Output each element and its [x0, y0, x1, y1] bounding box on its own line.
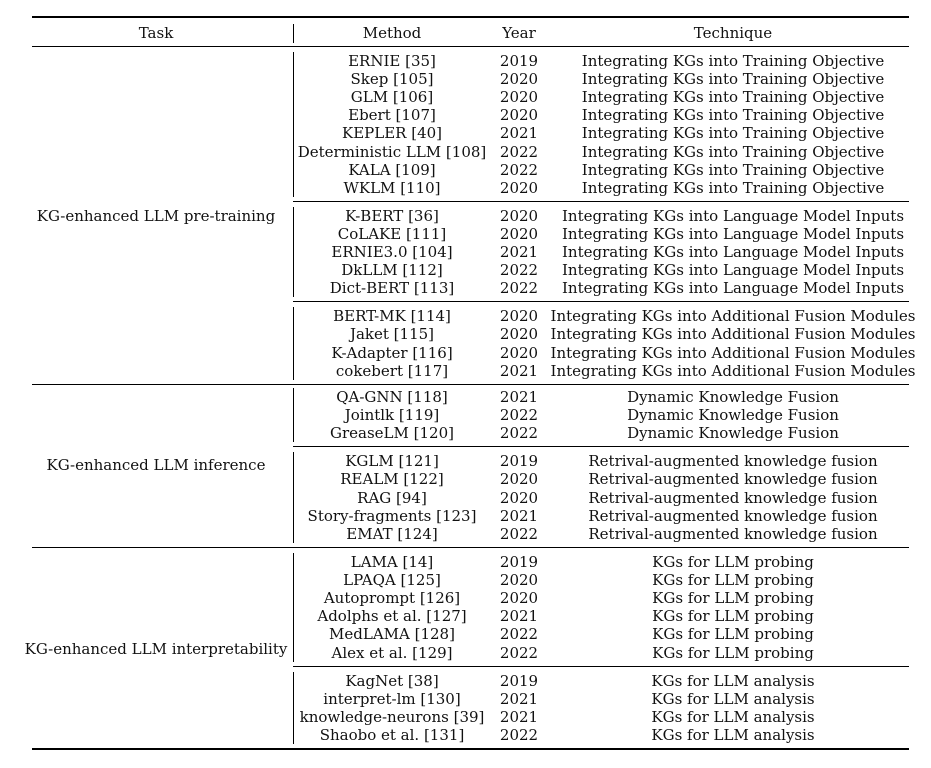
year-cell: 2021: [499, 689, 539, 708]
method-cell: GreaseLM [120]: [330, 424, 454, 443]
year-cell: 2020: [499, 325, 539, 344]
method-cell: Jaket [115]: [349, 325, 435, 344]
header-divider: [293, 24, 294, 43]
technique-cell: Integrating KGs into Training Objective: [581, 52, 885, 70]
year-cell: 2020: [499, 178, 539, 197]
year-cell: 2022: [499, 424, 539, 443]
technique-cell: Integrating KGs into Training Objective: [581, 70, 885, 89]
method-cell: ERNIE3.0 [104]: [331, 243, 453, 261]
task-label: KG-enhanced LLM pre-training: [36, 206, 276, 225]
technique-cell: KGs for LLM analysis: [651, 689, 815, 708]
year-cell: 2019: [499, 52, 539, 70]
year-cell: 2020: [499, 206, 539, 225]
technique-cell: KGs for LLM probing: [652, 643, 814, 662]
method-cell: BERT-MK [114]: [333, 307, 451, 326]
header-rule: [32, 46, 909, 47]
method-cell: Skep [105]: [350, 70, 434, 89]
header-task: Task: [138, 24, 174, 42]
technique-cell: KGs for LLM analysis: [651, 707, 815, 726]
year-cell: 2019: [499, 553, 539, 571]
group-bar: [293, 207, 294, 298]
method-cell: Autoprompt [126]: [323, 589, 461, 608]
method-cell: Shaobo et al. [131]: [319, 725, 465, 744]
year-cell: 2019: [499, 452, 539, 471]
technique-cell: Integrating KGs into Language Model Inputs: [561, 224, 905, 243]
method-cell: QA-GNN [118]: [336, 388, 448, 406]
year-cell: 2021: [499, 707, 539, 726]
group-bar: [293, 307, 294, 379]
technique-cell: Dynamic Knowledge Fusion: [627, 406, 839, 425]
technique-cell: KGs for LLM probing: [652, 571, 814, 590]
group-bar: [293, 52, 294, 197]
year-cell: 2022: [499, 406, 539, 425]
group-rule: [293, 201, 909, 202]
method-cell: REALM [122]: [340, 470, 444, 489]
group-bar: [293, 452, 294, 543]
technique-cell: Integrating KGs into Language Model Inputs: [561, 243, 905, 261]
technique-cell: Integrating KGs into Training Objective: [581, 142, 885, 161]
group-rule: [293, 446, 909, 447]
year-cell: 2020: [499, 589, 539, 608]
header-technique: Technique: [693, 24, 773, 42]
top-rule: [32, 16, 909, 18]
technique-cell: Integrating KGs into Language Model Inputs: [561, 279, 905, 298]
technique-cell: Integrating KGs into Training Objective: [581, 106, 885, 125]
year-cell: 2021: [499, 124, 539, 143]
task-label: KG-enhanced LLM inference: [46, 456, 266, 475]
year-cell: 2020: [499, 470, 539, 489]
method-cell: ERNIE [35]: [348, 52, 436, 70]
technique-cell: KGs for LLM probing: [652, 589, 814, 608]
method-cell: WKLM [110]: [343, 178, 441, 197]
year-cell: 2022: [499, 524, 539, 543]
task-label: KG-enhanced LLM interpretability: [24, 639, 288, 658]
year-cell: 2021: [499, 243, 539, 261]
year-cell: 2022: [499, 142, 539, 161]
technique-cell: KGs for LLM analysis: [651, 671, 815, 690]
technique-cell: KGs for LLM probing: [652, 625, 814, 644]
method-cell: Story-fragments [123]: [307, 506, 477, 525]
section-rule: [32, 547, 909, 548]
technique-cell: Integrating KGs into Training Objective: [581, 124, 885, 143]
method-cell: CoLAKE [111]: [337, 224, 447, 243]
method-cell: KagNet [38]: [345, 671, 439, 690]
technique-cell: Retrival-augmented knowledge fusion: [588, 524, 878, 543]
technique-cell: Dynamic Knowledge Fusion: [627, 388, 839, 406]
method-cell: LAMA [14]: [350, 553, 434, 571]
year-cell: 2019: [499, 671, 539, 690]
year-cell: 2022: [499, 261, 539, 280]
technique-cell: Integrating KGs into Additional Fusion Modules: [550, 361, 916, 380]
technique-cell: Retrival-augmented knowledge fusion: [588, 452, 878, 471]
method-cell: RAG [94]: [357, 488, 427, 507]
technique-cell: Integrating KGs into Training Objective: [581, 160, 885, 179]
technique-cell: Retrival-augmented knowledge fusion: [588, 488, 878, 507]
technique-cell: Integrating KGs into Additional Fusion Modules: [550, 343, 916, 362]
year-cell: 2021: [499, 388, 539, 406]
year-cell: 2022: [499, 625, 539, 644]
group-rule: [293, 301, 909, 302]
method-cell: KGLM [121]: [345, 452, 439, 471]
year-cell: 2020: [499, 224, 539, 243]
technique-cell: Integrating KGs into Additional Fusion Modules: [550, 307, 916, 326]
technique-cell: Integrating KGs into Language Model Inputs: [561, 261, 905, 280]
group-rule: [293, 666, 909, 667]
method-cell: Dict-BERT [113]: [329, 279, 455, 298]
year-cell: 2021: [499, 361, 539, 380]
year-cell: 2020: [499, 343, 539, 362]
header-year: Year: [502, 24, 536, 42]
method-cell: KALA [109]: [348, 160, 436, 179]
group-bar: [293, 553, 294, 662]
method-cell: EMAT [124]: [346, 524, 438, 543]
technique-cell: Retrival-augmented knowledge fusion: [588, 506, 878, 525]
year-cell: 2022: [499, 279, 539, 298]
method-cell: KEPLER [40]: [341, 124, 443, 143]
header-method: Method: [362, 24, 422, 42]
technique-cell: Integrating KGs into Additional Fusion Modules: [550, 325, 916, 344]
method-cell: Deterministic LLM [108]: [297, 142, 487, 161]
technique-cell: Dynamic Knowledge Fusion: [627, 424, 839, 443]
method-cell: Adolphs et al. [127]: [317, 607, 467, 626]
year-cell: 2022: [499, 643, 539, 662]
method-cell: cokebert [117]: [335, 361, 449, 380]
group-bar: [293, 388, 294, 442]
technique-cell: KGs for LLM analysis: [651, 725, 815, 744]
method-cell: MedLAMA [128]: [329, 625, 455, 644]
year-cell: 2020: [499, 571, 539, 590]
method-cell: LPAQA [125]: [343, 571, 441, 590]
year-cell: 2022: [499, 725, 539, 744]
section-rule: [32, 384, 909, 385]
year-cell: 2021: [499, 506, 539, 525]
year-cell: 2022: [499, 160, 539, 179]
year-cell: 2020: [499, 307, 539, 326]
method-cell: Ebert [107]: [348, 106, 436, 125]
year-cell: 2020: [499, 106, 539, 125]
year-cell: 2020: [499, 488, 539, 507]
year-cell: 2021: [499, 607, 539, 626]
method-cell: K-Adapter [116]: [331, 343, 453, 362]
method-cell: GLM [106]: [350, 88, 434, 107]
year-cell: 2020: [499, 70, 539, 89]
technique-cell: Integrating KGs into Training Objective: [581, 178, 885, 197]
method-cell: interpret-lm [130]: [323, 689, 461, 708]
method-cell: K-BERT [36]: [345, 206, 439, 225]
year-cell: 2020: [499, 88, 539, 107]
bottom-rule: [32, 748, 909, 750]
method-cell: Alex et al. [129]: [331, 643, 453, 662]
technique-cell: Retrival-augmented knowledge fusion: [588, 470, 878, 489]
technique-cell: Integrating KGs into Training Objective: [581, 88, 885, 107]
method-cell: DkLLM [112]: [341, 261, 443, 280]
method-cell: knowledge-neurons [39]: [299, 707, 485, 726]
technique-cell: Integrating KGs into Language Model Inputs: [561, 206, 905, 225]
method-cell: Jointlk [119]: [344, 406, 440, 425]
group-bar: [293, 672, 294, 744]
technique-cell: KGs for LLM probing: [652, 607, 814, 626]
technique-cell: KGs for LLM probing: [652, 553, 814, 571]
